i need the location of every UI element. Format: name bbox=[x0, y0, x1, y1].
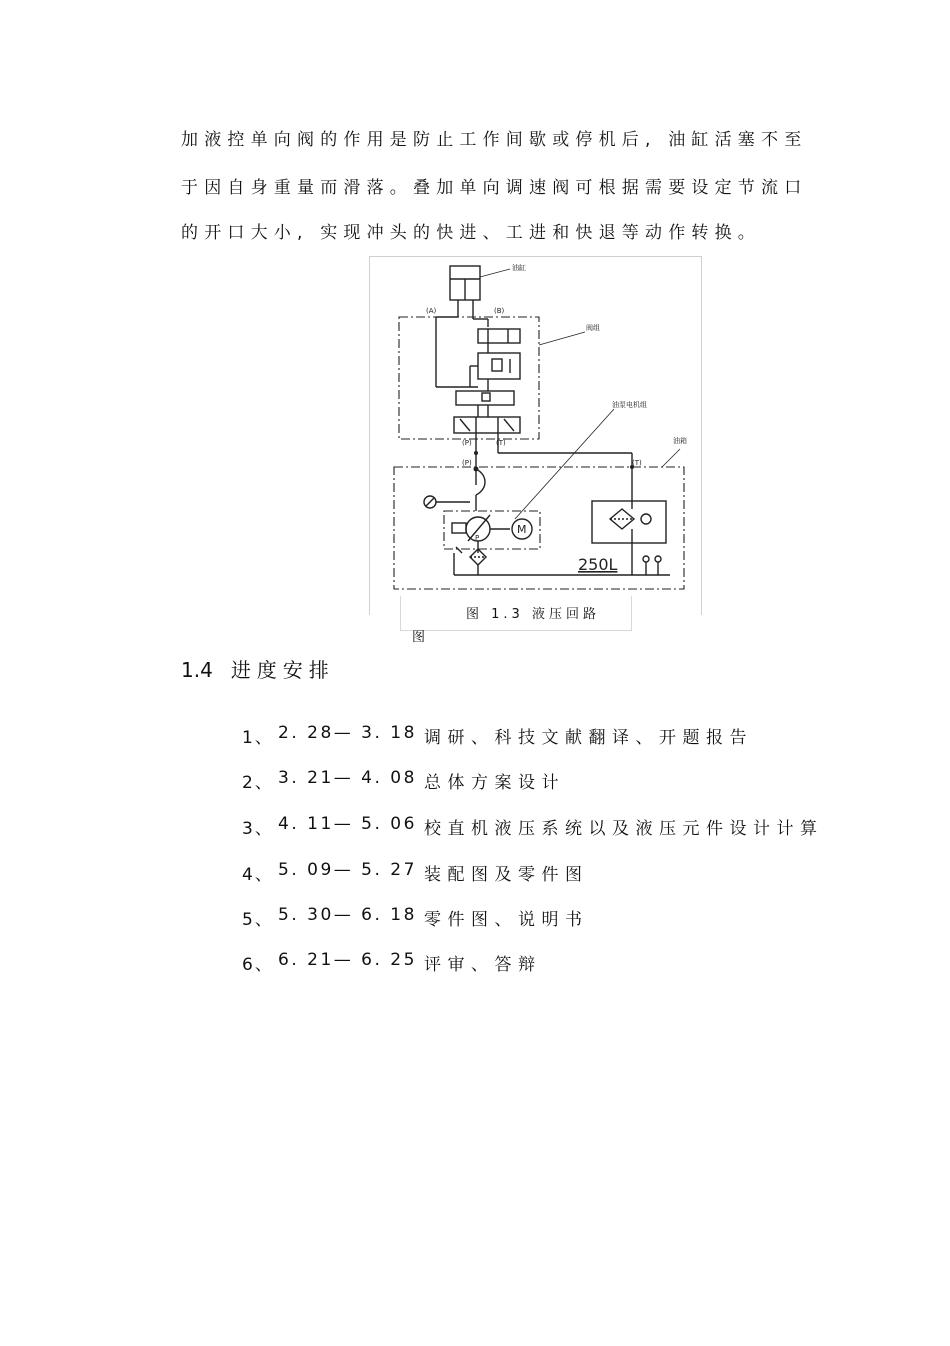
label-pump: P bbox=[475, 534, 480, 542]
schedule-index: 5、 bbox=[242, 910, 274, 930]
label-port-p2: (P) bbox=[462, 459, 472, 467]
schedule-period: 4. 11— 5. 06 bbox=[278, 814, 417, 834]
label-motor-group: 油泵电机组 bbox=[612, 401, 647, 409]
label-cylinder: 油缸 bbox=[512, 264, 526, 272]
schedule-index: 3、 bbox=[242, 819, 274, 839]
label-port-p: (P) bbox=[462, 439, 472, 447]
label-motor: M bbox=[517, 523, 527, 536]
label-port-b: (B) bbox=[494, 307, 505, 315]
schedule-task: 零件图、说明书 bbox=[424, 910, 589, 930]
schedule-index: 6、 bbox=[242, 955, 274, 975]
section-heading bbox=[181, 654, 335, 683]
label-valve-group: 阀组 bbox=[586, 324, 600, 332]
schedule-index: 2、 bbox=[242, 773, 274, 793]
schedule-period: 6. 21— 6. 25 bbox=[278, 950, 417, 970]
section-title: 进度安排 bbox=[230, 658, 335, 682]
paragraph-line-1: 加液控单向阀的作用是防止工作间歇或停机后, 油缸活塞不至 bbox=[181, 130, 808, 150]
section-number: 1.4 bbox=[181, 658, 213, 682]
schedule-index: 1、 bbox=[242, 728, 274, 748]
schedule-task: 评审、答辩 bbox=[424, 955, 542, 975]
paragraph-line-3: 的开口大小, 实现冲头的快进、工进和快退等动作转换。 bbox=[181, 223, 762, 243]
label-tank: 油箱 bbox=[673, 437, 687, 445]
label-port-t2: (T) bbox=[632, 459, 642, 467]
label-port-t: (T) bbox=[496, 439, 506, 447]
schedule-task: 总体方案设计 bbox=[424, 773, 565, 793]
schedule-period: 5. 09— 5. 27 bbox=[278, 860, 417, 880]
label-port-a: (A) bbox=[426, 307, 437, 315]
label-tank-volume: 250L bbox=[578, 555, 618, 574]
schedule-task: 装配图及零件图 bbox=[424, 865, 589, 885]
hydraulic-circuit-diagram bbox=[370, 257, 701, 615]
schedule-period: 2. 28— 3. 18 bbox=[278, 723, 417, 743]
hydraulic-circuit-figure bbox=[369, 256, 702, 615]
figure-caption: 图 1.3 液压回路 bbox=[466, 607, 600, 622]
schedule-task: 校直机液压系统以及液压元件设计计算 bbox=[424, 819, 824, 839]
schedule-period: 3. 21— 4. 08 bbox=[278, 768, 417, 788]
figure-caption-continued: 图 bbox=[412, 630, 426, 645]
schedule-period: 5. 30— 6. 18 bbox=[278, 905, 417, 925]
paragraph-line-2: 于因自身重量而滑落。叠加单向调速阀可根据需要设定节流口 bbox=[181, 178, 808, 198]
schedule-task: 调研、科技文献翻译、开题报告 bbox=[424, 728, 753, 748]
schedule-index: 4、 bbox=[242, 865, 274, 885]
